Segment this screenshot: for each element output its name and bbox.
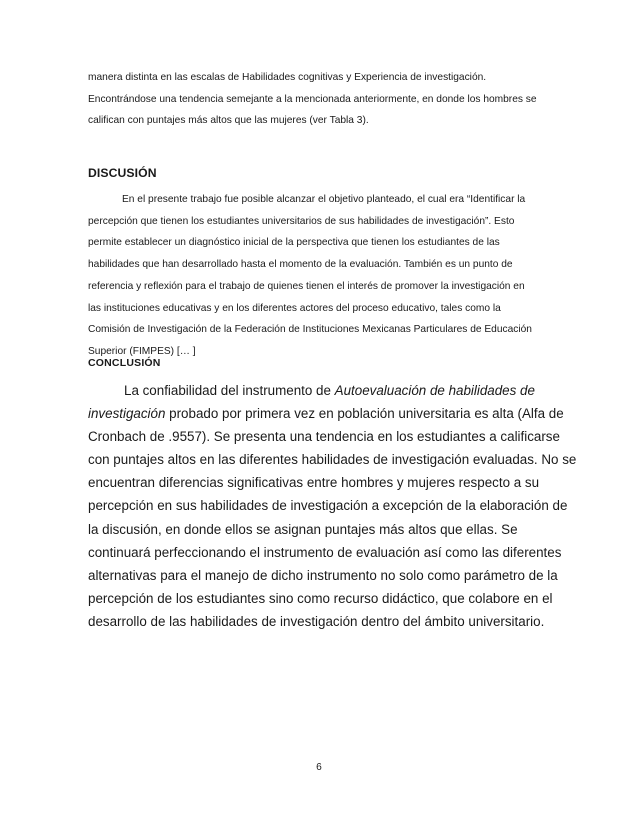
discusion-line: percepción que tienen los estudiantes universitarios de sus habilidades de investigación”. Esto xyxy=(88,215,515,227)
discusion-line: habilidades que han desarrollado hasta el momento de la evaluación. También es un punto de xyxy=(88,259,513,271)
intro-line: Encontrándose una tendencia semejante a la mencionada anteriormente, en donde los hombres se xyxy=(88,93,537,105)
conclusion-line: continuará perfeccionando el instrumento de evaluación así como las diferentes xyxy=(88,544,562,560)
discusion-line: las instituciones educativas y en los diferentes actores del proceso educativo, tales como la xyxy=(88,302,501,314)
conclusion-text: La confiabilidad del instrumento de xyxy=(124,383,335,398)
conclusion-line xyxy=(88,402,564,425)
conclusion-line: la discusión, en donde ellos se asignan puntajes más altos que ellas. Se xyxy=(88,521,518,537)
discusion-line: referencia y reflexión para el trabajo de quienes tienen el interés de promover la investigación en xyxy=(88,280,525,292)
intro-line: manera distinta en las escalas de Habilidades cognitivas y Experiencia de investigación. xyxy=(88,72,487,83)
conclusion-line: desarrollo de las habilidades de investigación dentro del ámbito universitario. xyxy=(88,613,545,629)
intro-line: califican con puntajes más altos que las mujeres (ver Tabla 3). xyxy=(88,115,369,127)
discusion-text xyxy=(88,189,558,363)
conclusion-line: encuentran diferencias significativas entre hombres y mujeres respecto a su xyxy=(88,475,540,491)
instrument-title: Autoevaluación de habilidades de xyxy=(334,383,535,398)
discusion-line: Superior (FIMPES) [… ] xyxy=(88,345,196,357)
conclusion-line: percepción de los estudiantes sino como recurso didáctico, que colabore en el xyxy=(88,590,553,606)
conclusion-line xyxy=(88,379,560,402)
conclusion-text: probado por primera vez en población universitaria es alta (Alfa de xyxy=(165,406,564,422)
discusion-paragraph xyxy=(88,189,558,363)
conclusion-paragraph xyxy=(88,379,577,633)
discusion-line: Comisión de Investigación de la Federación de Instituciones Mexicanas Particulares de Educación xyxy=(88,324,532,336)
discusion-line: permite establecer un diagnóstico inicial de la perspectiva que tienen los estudiantes de las xyxy=(88,237,500,249)
conclusion-line: Cronbach de .9557). Se presenta una tendencia en los estudiantes a calificarse xyxy=(88,429,560,445)
conclusion-heading: CONCLUSIÓN xyxy=(88,357,161,369)
discusion-heading: DISCUSIÓN xyxy=(88,166,157,180)
intro-text xyxy=(88,67,558,132)
page-number: 6 xyxy=(316,762,322,773)
conclusion-line: con puntajes altos en las diferentes habilidades de investigación evaluadas. No se xyxy=(88,452,577,468)
instrument-title: investigación xyxy=(88,406,166,422)
discusion-line: En el presente trabajo fue posible alcanzar el objetivo planteado, el cual era “Identificar la xyxy=(122,194,526,205)
intro-paragraph xyxy=(88,67,558,132)
conclusion-line: alternativas para el manejo de dicho instrumento no solo como parámetro de la xyxy=(88,567,558,583)
conclusion-line: percepción en sus habilidades de investigación a excepción de la elaboración de xyxy=(88,498,568,514)
